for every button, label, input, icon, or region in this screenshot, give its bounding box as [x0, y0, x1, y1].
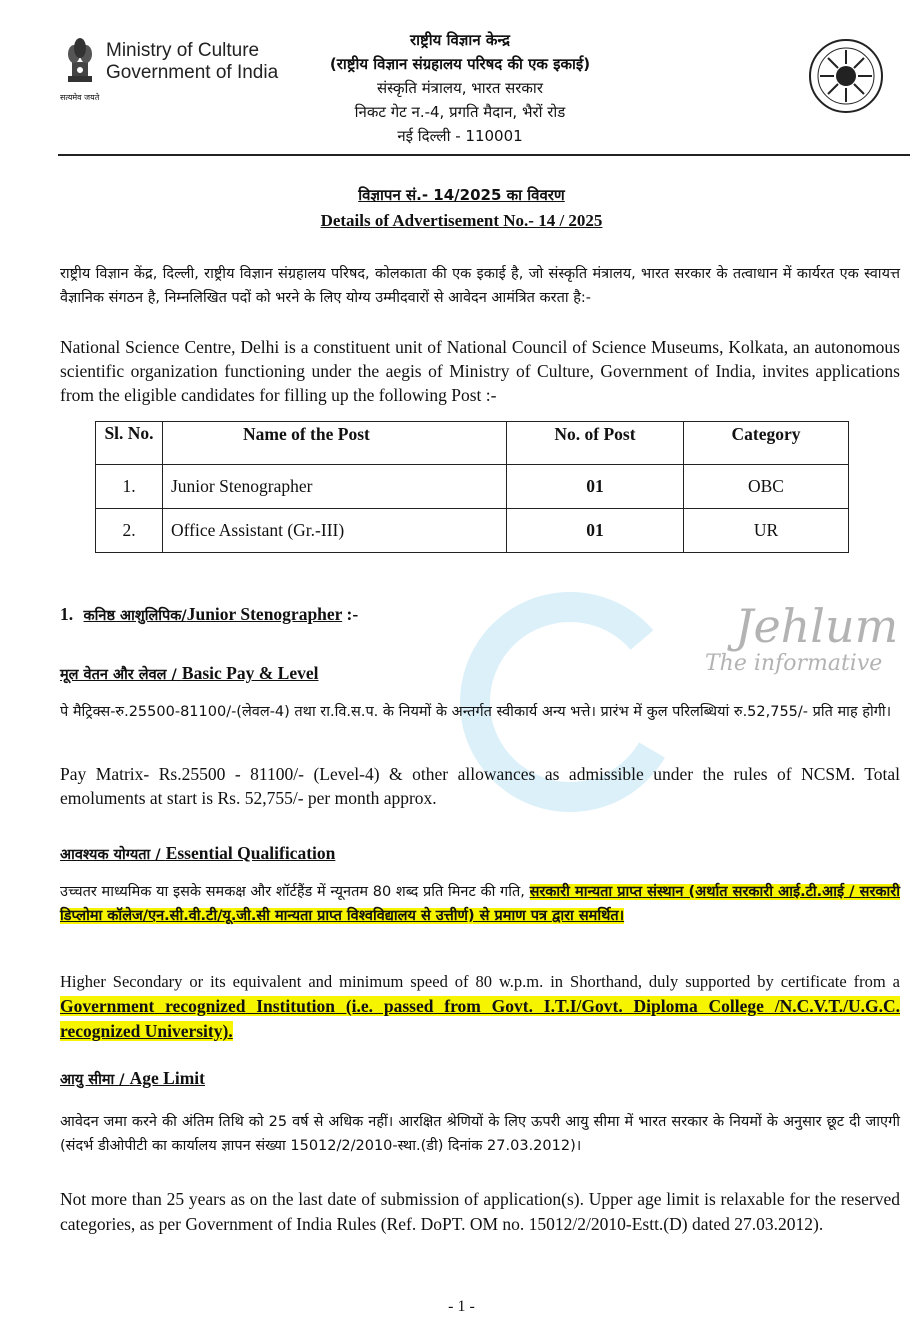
col-header-category: Category: [684, 422, 849, 465]
age-heading: [60, 1068, 205, 1089]
age-english: Not more than 25 years as on the last date of submission of application(s). Upper age limit is relaxable for the reserved categories, as per Government of India Rules (Ref. DoPT. OM no. 15012/2/2010-Estt.(D) dated 27.03.2012).: [60, 1189, 900, 1234]
intro-english: National Science Centre, Delhi is a constituent unit of National Council of Science Museums, Kolkata, an autonomous scientific organization functioning under the aegis of Ministry of Culture, Government of India, invites applications from the eligible candidates for filling up the following Post :-: [60, 337, 900, 405]
address-line2: निकट गेट न.-4, प्रगति मैदान, भैरों रोड: [354, 103, 566, 121]
cell-post-name: Junior Stenographer: [163, 465, 507, 509]
emblem-caption: सत्यमेव जयते: [60, 93, 100, 102]
ministry-line1: Ministry of Culture: [106, 40, 260, 61]
pay-heading: [60, 663, 318, 684]
table-row: [96, 509, 849, 553]
national-emblem-icon: [60, 32, 100, 94]
adv-title-english: Details of Advertisement No.- 14 / 2025: [320, 211, 603, 230]
org-sub-hindi: (राष्ट्रीय विज्ञान संग्रहालय परिषद की एक इकाई): [329, 55, 591, 73]
cell-category: OBC: [684, 465, 849, 509]
cell-category: UR: [684, 509, 849, 553]
watermark-text: [705, 599, 899, 676]
section-title-hindi: कनिष्ठ आशुलिपिक/: [83, 608, 187, 624]
qualification-hindi: [60, 880, 900, 928]
col-header-name: Name of the Post: [163, 422, 507, 465]
organization-header: [250, 28, 670, 148]
ministry-line2: Government of India: [106, 62, 279, 83]
header-divider: [58, 154, 910, 156]
pay-heading-english: Basic Pay & Level: [181, 663, 319, 683]
advertisement-title: [0, 182, 923, 234]
age-heading-hindi: आयु सीमा /: [60, 1072, 130, 1088]
cell-post-count: 01: [507, 509, 684, 553]
watermark-line2: The informative: [705, 651, 883, 676]
section-suffix: :-: [342, 604, 359, 624]
section-title-english: Junior Stenographer: [186, 604, 343, 624]
qualification-hindi-text: उच्चतर माध्यमिक या इसके समकक्ष और शॉर्टहैंड में न्यूनतम 80 शब्द प्रति मिनट की गति,: [60, 884, 530, 900]
qualification-heading-english: Essential Qualification: [165, 843, 336, 863]
cell-post-name: Office Assistant (Gr.-III): [163, 509, 507, 553]
age-hindi: आवेदन जमा करने की अंतिम तिथि को 25 वर्ष से अधिक नहीं। आरक्षित श्रेणियों के लिए ऊपरी आयु सीमा में भारत सरकार के नियमों के अनुसार छूट दी जाएगी (संदर्भ डीओपीटी का कार्यालय ज्ञापन संख्या 15012/2/2010-स्था.(डी) दिनांक 27.03.2012)।: [60, 1114, 900, 1154]
qualification-english-highlight: Government recognized Institution (i.e. passed from Govt. I.T.I/Govt. Diploma College /N.C.V.T./U.G.C. recognized University).: [60, 996, 900, 1041]
col-header-count: No. of Post: [507, 422, 684, 465]
pay-hindi: पे मैट्रिक्स-रु.25500-81100/-(लेवल-4) तथा रा.वि.स.प. के नियमों के अन्तर्गत स्वीकार्य अन्य भत्ते। प्रारंभ में कुल परिलब्धियां रु.52,755/- प्रति माह होगी।: [60, 704, 892, 720]
adv-title-hindi: विज्ञापन सं.- 14/2025 का विवरण: [358, 186, 565, 204]
table-row: [96, 465, 849, 509]
section-number: 1.: [60, 604, 74, 624]
qualification-english: [60, 970, 900, 1044]
ncsm-logo-icon: [808, 38, 884, 114]
pay-heading-hindi: मूल वेतन और लेवल /: [60, 667, 182, 683]
org-name-hindi: राष्ट्रीय विज्ञान केन्द्र: [410, 31, 510, 49]
page-number: - 1 -: [448, 1298, 475, 1315]
watermark-line1: Jehlum: [735, 599, 899, 653]
address-line1: संस्कृति मंत्रालय, भारत सरकार: [377, 79, 543, 97]
cell-post-count: 01: [507, 465, 684, 509]
col-header-sl: Sl. No.: [96, 422, 163, 465]
section-heading: [60, 604, 358, 625]
qualification-hindi-highlight: सरकारी मान्यता प्राप्त संस्थान (अर्थात सरकारी आई.टी.आई / सरकारी डिप्लोमा कॉलेज/एन.सी.वी.टी/यू.जी.सी मान्यता प्राप्त विश्वविद्यालय से उत्तीर्ण) से प्रमाण पत्र द्वारा समर्थित।: [60, 884, 900, 924]
qualification-english-text: Higher Secondary or its equivalent and minimum speed of 80 w.p.m. in Shorthand, duly supported by certificate from a: [60, 972, 900, 991]
address-line3: नई दिल्ली - 110001: [397, 127, 523, 145]
cell-sl: 1.: [96, 465, 163, 509]
table-header-row: [96, 422, 849, 465]
qualification-heading-hindi: आवश्यक योग्यता /: [60, 847, 166, 863]
age-heading-english: Age Limit: [129, 1068, 205, 1088]
cell-sl: 2.: [96, 509, 163, 553]
intro-hindi: राष्ट्रीय विज्ञान केंद्र, दिल्ली, राष्ट्रीय विज्ञान संग्रहालय परिषद, कोलकाता की एक इकाई है, जो संस्कृति मंत्रालय, भारत सरकार के तत्वाधान में कार्यरत एक स्वायत्त वैज्ञानिक संगठन है, निम्नलिखित पदों को भरने के लिए योग्य उम्मीदवारों से आवेदन आमंत्रित करता है:-: [60, 266, 900, 306]
pay-english: Pay Matrix- Rs.25500 - 81100/- (Level-4) & other allowances as admissible under the rules of NCSM. Total emoluments at start is Rs. 52,755/- per month approx.: [60, 764, 900, 808]
posts-table: [95, 421, 849, 553]
qualification-heading: [60, 843, 335, 864]
